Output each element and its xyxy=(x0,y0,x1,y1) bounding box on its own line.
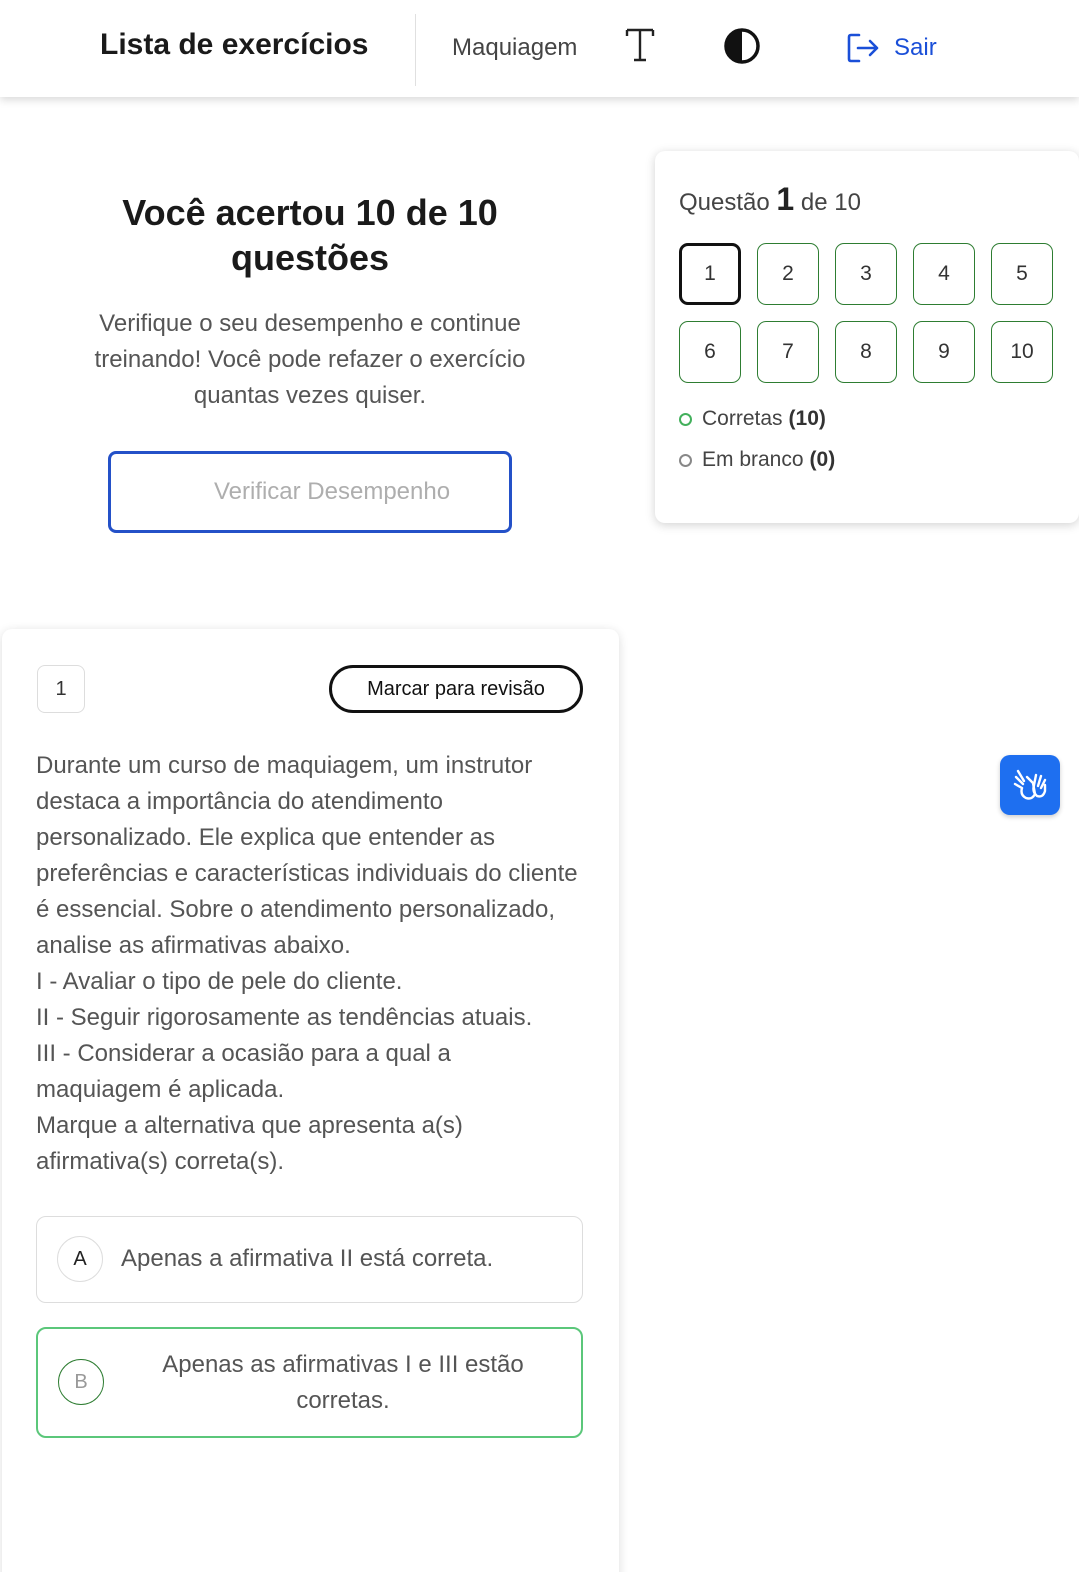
mark-for-review-button[interactable]: Marcar para revisão xyxy=(329,665,583,713)
question-navigator xyxy=(655,151,1079,523)
question-button[interactable]: 1 xyxy=(679,243,741,305)
question-button[interactable]: 10 xyxy=(991,321,1053,383)
header-divider xyxy=(415,14,416,86)
question-button[interactable]: 7 xyxy=(757,321,819,383)
sign-language-widget-button[interactable] xyxy=(1000,755,1060,815)
result-description: Verifique o seu desempenho e continue treinando! Você pode refazer o exercício quantas vezes quiser. xyxy=(94,310,526,409)
logout-label: Sair xyxy=(894,34,937,61)
question-number-badge: 1 xyxy=(37,665,85,713)
statement-line: I - Avaliar o tipo de pele do cliente. xyxy=(36,968,403,995)
option-b[interactable] xyxy=(36,1327,583,1438)
page-title: Lista de exercícios xyxy=(100,28,369,61)
question-card xyxy=(2,629,619,1572)
font-size-icon[interactable] xyxy=(624,26,656,64)
option-text: Apenas as afirmativas I e III estão corretas. xyxy=(162,1351,524,1414)
result-title: Você acertou 10 de 10 questões xyxy=(122,192,498,278)
statement-line: Durante um curso de maquiagem, um instrutor destaca a importância do atendimento personalizado. Ele explica que entender as preferências e características individuais do cliente é essencial. Sobre o atendimento personalizado, analise as afirmativas abaixo. xyxy=(36,752,578,959)
option-a[interactable] xyxy=(36,1216,583,1303)
statement-line: II - Seguir rigorosamente as tendências atuais. xyxy=(36,1004,533,1031)
navigator-current: 1 xyxy=(776,181,795,217)
question-button[interactable]: 4 xyxy=(913,243,975,305)
result-summary xyxy=(60,190,560,414)
navigator-header xyxy=(679,181,861,218)
legend-correct-count: (10) xyxy=(788,407,826,430)
navigator-suffix: de 10 xyxy=(800,189,861,216)
question-statement xyxy=(36,748,581,1180)
question-button[interactable]: 8 xyxy=(835,321,897,383)
question-button[interactable]: 5 xyxy=(991,243,1053,305)
statement-line: III - Considerar a ocasião para a qual a maquiagem é aplicada. xyxy=(36,1040,451,1103)
question-button[interactable]: 2 xyxy=(757,243,819,305)
navigator-prefix: Questão xyxy=(679,189,770,216)
blank-dot-icon xyxy=(679,454,692,467)
question-grid xyxy=(679,243,1053,383)
question-button[interactable]: 6 xyxy=(679,321,741,383)
option-letter: A xyxy=(57,1236,103,1282)
legend-correct-label: Corretas xyxy=(702,407,783,430)
legend-blank xyxy=(679,448,835,472)
contrast-icon[interactable] xyxy=(723,27,761,65)
subject-name: Maquiagem xyxy=(452,34,578,61)
sign-language-hands-icon xyxy=(1010,765,1050,805)
legend-correct xyxy=(679,407,826,431)
verify-performance-button[interactable]: Verificar Desempenho xyxy=(108,451,512,533)
legend-blank-count: (0) xyxy=(809,448,836,471)
correct-dot-icon xyxy=(679,413,692,426)
logout-icon xyxy=(846,32,880,64)
option-text: Apenas a afirmativa II está correta. xyxy=(121,1245,494,1272)
question-button[interactable]: 3 xyxy=(835,243,897,305)
top-header xyxy=(0,0,1079,97)
logout-button[interactable] xyxy=(846,28,937,68)
option-letter: B xyxy=(58,1359,104,1405)
legend-blank-label: Em branco xyxy=(702,448,804,471)
question-button[interactable]: 9 xyxy=(913,321,975,383)
statement-line: Marque a alternativa que apresenta a(s) afirmativa(s) correta(s). xyxy=(36,1112,463,1175)
